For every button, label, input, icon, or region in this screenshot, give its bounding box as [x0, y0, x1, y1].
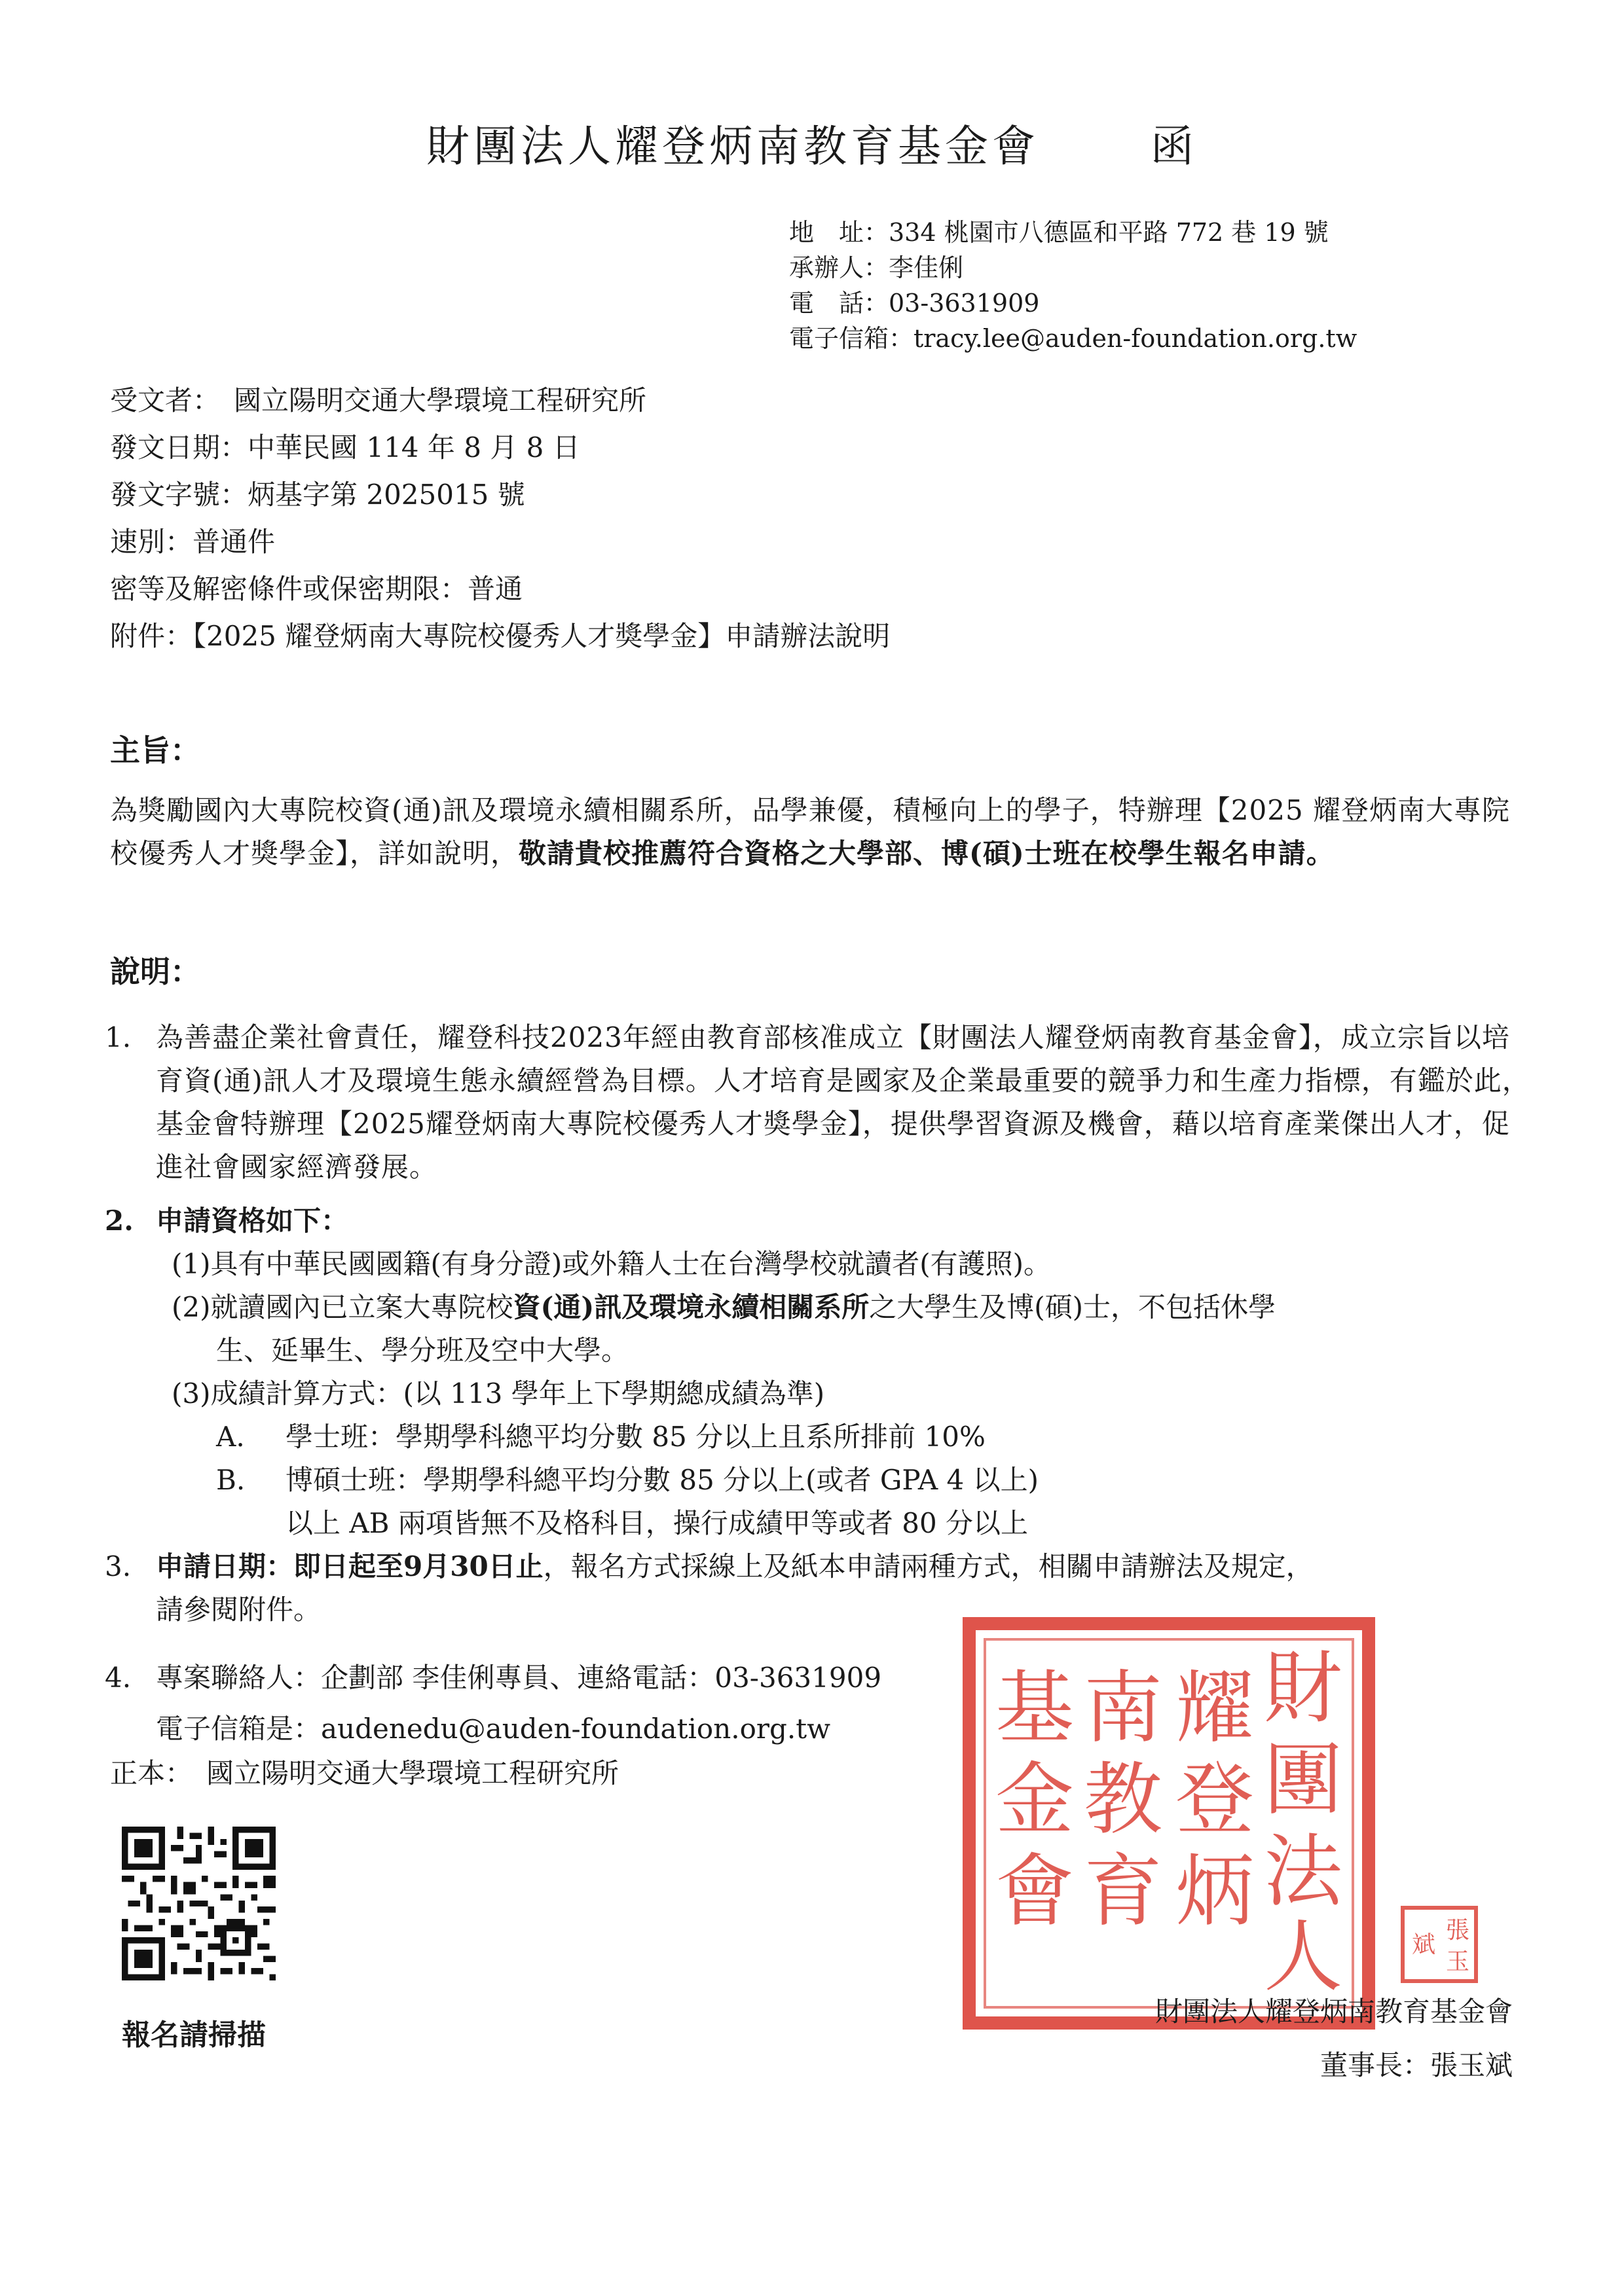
eligibility-2	[172, 1286, 1276, 1329]
item-2-number: 2.	[105, 1205, 134, 1237]
seal-glyph: 團	[1264, 1735, 1342, 1826]
foundation-seal	[963, 1617, 1375, 2030]
contact-phone: 電 話：03-3631909	[789, 289, 1040, 318]
contact-block	[789, 215, 1357, 356]
seal-glyph: 法	[1264, 1827, 1342, 1918]
item-1-number: 1.	[105, 1021, 132, 1053]
copy-to: 正本： 國立陽明交通大學環境工程研究所	[110, 1757, 619, 1789]
seal-glyph: 南	[1084, 1663, 1162, 1754]
small-seal-glyph: 玉	[1445, 1948, 1470, 1975]
application-method: ，報名方式採線上及紙本申請兩種方式，相關申請辦法及規定，	[543, 1550, 1314, 1582]
signature-organization: 財團法人耀登炳南教育基金會	[1154, 1995, 1513, 2028]
eligibility-2-prefix: (2)就讀國內已立案大專院校	[172, 1291, 513, 1323]
seal-glyph: 基	[995, 1663, 1074, 1754]
seal-glyph: 炳	[1175, 1846, 1254, 1937]
contact-address: 地 址：334 桃園市八德區和平路 772 巷 19 號	[789, 218, 1329, 247]
subject-paragraph	[110, 789, 1538, 875]
eligibility-3: (3)成績計算方式：(以 113 學年上下學期總成績為準)	[172, 1377, 825, 1410]
contact-email: 電子信箱：tracy.lee@auden-foundation.org.tw	[789, 324, 1357, 353]
criteria-a: 學士班：學期學科總平均分數 85 分以上且系所排前 10%	[286, 1421, 986, 1453]
meta-date: 發文日期：中華民國 114 年 8 月 8 日	[110, 431, 580, 464]
registration-qr-code[interactable]	[122, 1827, 276, 1980]
meta-recipient: 受文者： 國立陽明交通大學環境工程研究所	[110, 384, 647, 416]
organization-name: 財團法人耀登炳南教育基金會	[426, 121, 1039, 172]
criteria-b-label: B.	[216, 1464, 246, 1496]
seal-glyph: 金	[995, 1755, 1074, 1846]
signature-chairman: 董事長：張玉斌	[1320, 2049, 1513, 2081]
eligibility-1: (1)具有中華民國國籍(有身分證)或外籍人士在台灣學校就讀者(有護照)。	[172, 1248, 1052, 1280]
seal-glyph: 耀	[1175, 1663, 1254, 1754]
meta-attachment: 附件：【2025 耀登炳南大專院校優秀人才獎學金】申請辦法說明	[110, 620, 891, 652]
seal-glyph: 會	[995, 1846, 1074, 1937]
qr-caption: 報名請掃描	[122, 2018, 266, 2052]
eligibility-2-suffix: 之大學生及博(碩)士，不包括休學	[869, 1291, 1276, 1323]
application-period: 申請日期：即日起至9月30日止	[156, 1550, 544, 1582]
seal-glyph: 人	[1264, 1912, 1342, 2003]
item-2-heading: 申請資格如下：	[156, 1205, 349, 1237]
seal-glyph: 登	[1175, 1755, 1254, 1846]
criteria-b: 博碩士班：學期學科總平均分數 85 分以上(或者 GPA 4 以上)	[286, 1464, 1039, 1496]
item-1-text: 為善盡企業社會責任，耀登科技2023年經由教育部核准成立【財團法人耀登炳南教育基金會】，成立宗旨以培育資(通)訊人才及環境生態永續經營為目標。人才培育是國家及企業最重要的競爭力和生產力指標，有鑑於此，基金會特辦理【2025耀登炳南大專院校優秀人才獎學金】，提供學習資源及機會，藉以培育產業傑出人才，促進社會國家經濟發展。	[156, 1021, 1530, 1183]
small-seal-glyph: 斌	[1411, 1931, 1436, 1958]
small-seal-glyph: 張	[1445, 1917, 1470, 1944]
chairman-seal	[1400, 1905, 1479, 1984]
item-4-email: 電子信箱是：audenedu@auden-foundation.org.tw	[156, 1713, 831, 1745]
seal-glyph: 財	[1264, 1643, 1342, 1734]
letter-title	[0, 111, 1624, 173]
document-meta	[110, 377, 890, 660]
criteria-note: 以上 AB 兩項皆無不及格科目，操行成績甲等或者 80 分以上	[286, 1507, 1029, 1539]
eligibility-2-fields: 資(通)訊及環境永續相關系所	[513, 1291, 870, 1323]
subject-request: 敬請貴校推薦符合資格之大學部、博(碩)士班在校學生報名申請。	[519, 837, 1335, 869]
meta-doc-number: 發文字號：炳基字第 2025015 號	[110, 479, 525, 511]
meta-security: 密等及解密條件或保密期限：普通	[110, 573, 523, 605]
item-4-number: 4.	[105, 1662, 132, 1694]
contact-handler: 承辦人：李佳俐	[789, 253, 964, 282]
item-3-text	[156, 1545, 1314, 1588]
subject-text: 為獎勵國內大專院校資(通)訊及環境永續相關系所，品學兼優，積極向上的學子，特辦理【2025 耀登炳南大專院校優秀人才獎學金】，詳如說明，	[110, 794, 1511, 869]
document-type: 函	[1151, 121, 1198, 172]
item-4-contact: 專案聯絡人：企劃部 李佳俐專員、連絡電話：03-3631909	[156, 1662, 882, 1694]
item-3-continued: 請參閱附件。	[156, 1594, 322, 1626]
criteria-a-label: A.	[216, 1421, 245, 1453]
item-3-number: 3.	[105, 1550, 132, 1582]
seal-glyph: 教	[1084, 1755, 1162, 1846]
explanation-heading: 說明：	[110, 954, 200, 989]
subject-heading: 主旨：	[110, 733, 200, 768]
eligibility-2-continued: 生、延畢生、學分班及空中大學。	[216, 1334, 629, 1366]
meta-speed: 速別：普通件	[110, 526, 276, 558]
seal-glyph: 育	[1084, 1846, 1162, 1937]
